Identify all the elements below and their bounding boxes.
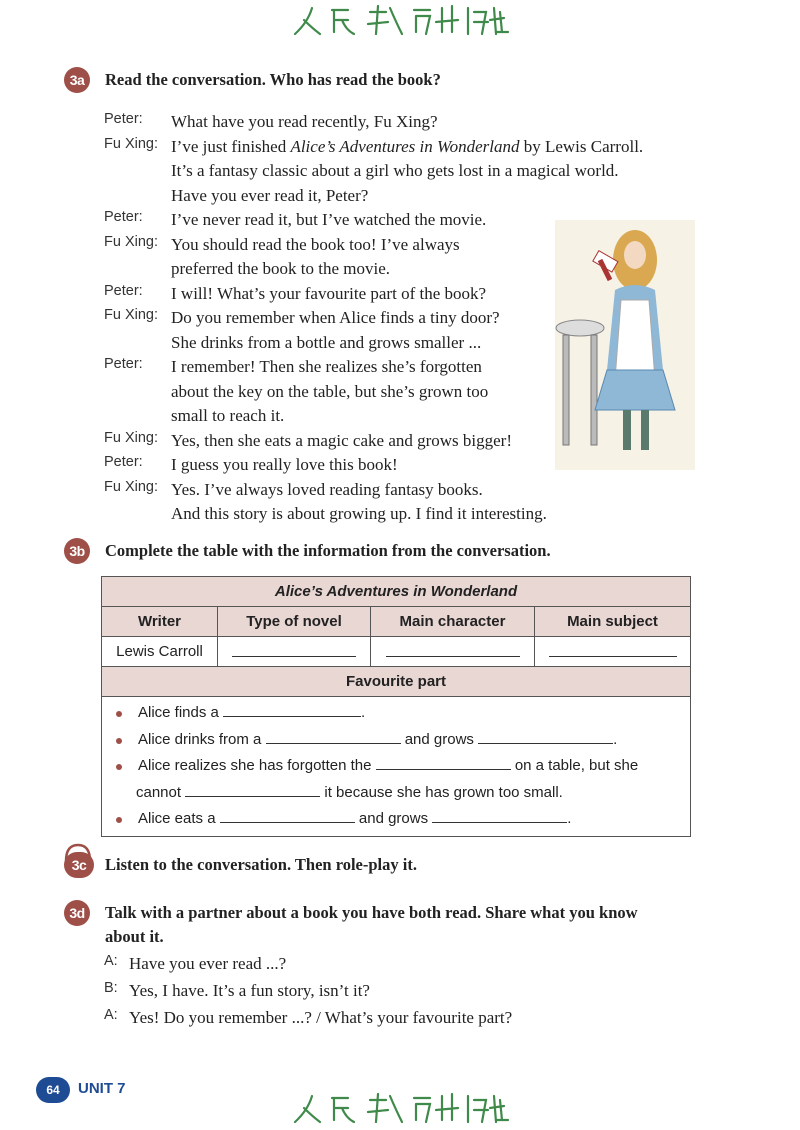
col-header-type: Type of novel [218, 607, 371, 637]
speaker-label: B: [104, 980, 118, 996]
bullet-text: cannot [136, 783, 182, 801]
bullet-text: . [361, 704, 366, 721]
bullet-2 [102, 727, 690, 754]
blank-field[interactable] [185, 783, 320, 797]
speaker-label: Fu Xing: [104, 135, 158, 152]
book-title: Alice’s Adventures in Wonderland [290, 136, 520, 156]
unit-label: UNIT 7 [78, 1080, 126, 1097]
speaker-label: A: [104, 1007, 118, 1023]
line-text-part: What have you read recently, Fu Xing? [171, 112, 438, 131]
bullet-text: on a table, but she [514, 757, 639, 774]
line-text: Yes, I have. It’s a fun story, isn’t it? [129, 981, 370, 1000]
page-number: 64 [36, 1077, 70, 1103]
heading-3c: Listen to the conversation. Then role-play it. [105, 855, 417, 874]
blank-type[interactable] [218, 637, 371, 667]
badge-3c: 3c [64, 852, 94, 878]
bullet-text: Alice eats a [138, 810, 216, 827]
speaker-label: Fu Xing: [104, 429, 158, 446]
favourite-part-list [102, 697, 691, 837]
col-header-subject: Main subject [535, 607, 691, 637]
line-text: Have you ever read ...? [129, 954, 287, 973]
heading-3d-line1: Talk with a partner about a book you have both read. Share what you know [105, 903, 638, 922]
line-text-part: Yes, then she eats a magic cake and grows bigger! [171, 430, 513, 450]
col-header-writer: Writer [102, 607, 218, 637]
heading-3d-line2: about it. [105, 927, 164, 946]
speaker-label: Peter: [104, 454, 143, 470]
line-text [171, 159, 619, 183]
badge-3a: 3a [64, 67, 90, 93]
line-text-part: She drinks from a bottle and grows smaller ... [171, 332, 482, 352]
bullet-1 [102, 700, 690, 727]
bullet-text: . [613, 730, 618, 748]
line-text [171, 453, 398, 477]
bullet-3-continued [102, 780, 690, 807]
line-text-part: by Lewis Carroll. [519, 136, 644, 156]
bullet-text: it because she has grown too small. [324, 783, 563, 801]
line-text [171, 478, 483, 502]
blank-field[interactable] [266, 730, 401, 744]
table-title: Alice’s Adventures in Wonderland [102, 577, 691, 607]
badge-3d: 3d [64, 900, 90, 926]
line-text-part: I guess you really love this book! [171, 455, 398, 474]
line-text [171, 355, 482, 379]
publisher-logo-bottom [290, 1090, 510, 1126]
heading-3a: Read the conversation. Who has read the book? [105, 70, 441, 89]
speaker-label: Fu Xing: [104, 307, 158, 323]
bullet-text: Alice realizes she has forgotten the [138, 757, 372, 774]
bullet-text: and grows [358, 810, 429, 827]
speaker-label: Peter: [104, 356, 143, 372]
alice-illustration [555, 220, 695, 470]
line-text-part: It’s a fantasy classic about a girl who gets lost in a magical world. [171, 161, 619, 180]
line-text [171, 233, 460, 257]
line-text [171, 306, 500, 330]
line-text-part: preferred the book to the movie. [171, 259, 391, 278]
line-text-part: I remember! Then she realizes she’s forgotten [171, 357, 482, 376]
heading-3b: Complete the table with the information from the conversation. [105, 541, 551, 560]
speaker-label: Fu Xing: [104, 233, 158, 250]
bullet-4 [102, 806, 690, 833]
line-text [171, 331, 481, 355]
line-text [171, 208, 486, 232]
blank-field[interactable] [478, 730, 613, 744]
line-text [171, 404, 284, 428]
blank-subject[interactable] [535, 637, 691, 667]
speaker-label: Peter: [104, 209, 143, 225]
favourite-part-header: Favourite part [102, 667, 691, 697]
bullet-text: and grows [404, 730, 474, 748]
bullet-text: Alice drinks from a [138, 730, 262, 748]
blank-field[interactable] [376, 756, 511, 770]
blank-character[interactable] [371, 637, 535, 667]
line-text-part: I’ve never read it, but I’ve watched the movie. [171, 210, 487, 229]
line-text-part: You should read the book too! I’ve always [171, 234, 460, 254]
line-text: Yes! Do you remember ...? / What’s your favourite part? [129, 1008, 513, 1027]
blank-field[interactable] [220, 809, 355, 823]
line-text [171, 184, 368, 208]
line-text [171, 380, 488, 404]
cell-writer: Lewis Carroll [102, 637, 218, 667]
bullet-3 [102, 753, 690, 780]
publisher-logo-top [290, 2, 510, 38]
line-text [171, 257, 390, 281]
line-text-part: I will! What’s your favourite part of the book? [171, 283, 487, 303]
speaker-label: A: [104, 953, 118, 969]
bullet-text: Alice finds a [138, 704, 219, 721]
line-text-part: And this story is about growing up. I find it interesting. [171, 504, 547, 523]
speaker-label: Fu Xing: [104, 478, 158, 495]
line-text-part: I’ve just finished [171, 136, 291, 156]
line-text-part: Do you remember when Alice finds a tiny door? [171, 308, 500, 327]
line-text-part: Yes. I’ve always loved reading fantasy books. [171, 479, 483, 499]
blank-field[interactable] [432, 809, 567, 823]
completion-table [101, 576, 691, 837]
badge-3b: 3b [64, 538, 90, 564]
blank-field[interactable] [223, 703, 361, 717]
line-text-part: about the key on the table, but she’s grown too [171, 381, 489, 401]
speaker-label: Peter: [104, 282, 143, 299]
speaker-label: Peter: [104, 111, 143, 127]
line-text [171, 135, 643, 159]
line-text-part: Have you ever read it, Peter? [171, 185, 369, 205]
col-header-character: Main character [371, 607, 535, 637]
line-text [171, 110, 438, 134]
line-text [171, 502, 547, 526]
line-text [171, 282, 486, 306]
line-text-part: small to reach it. [171, 406, 285, 425]
bullet-text: . [567, 810, 572, 827]
line-text [171, 429, 512, 453]
